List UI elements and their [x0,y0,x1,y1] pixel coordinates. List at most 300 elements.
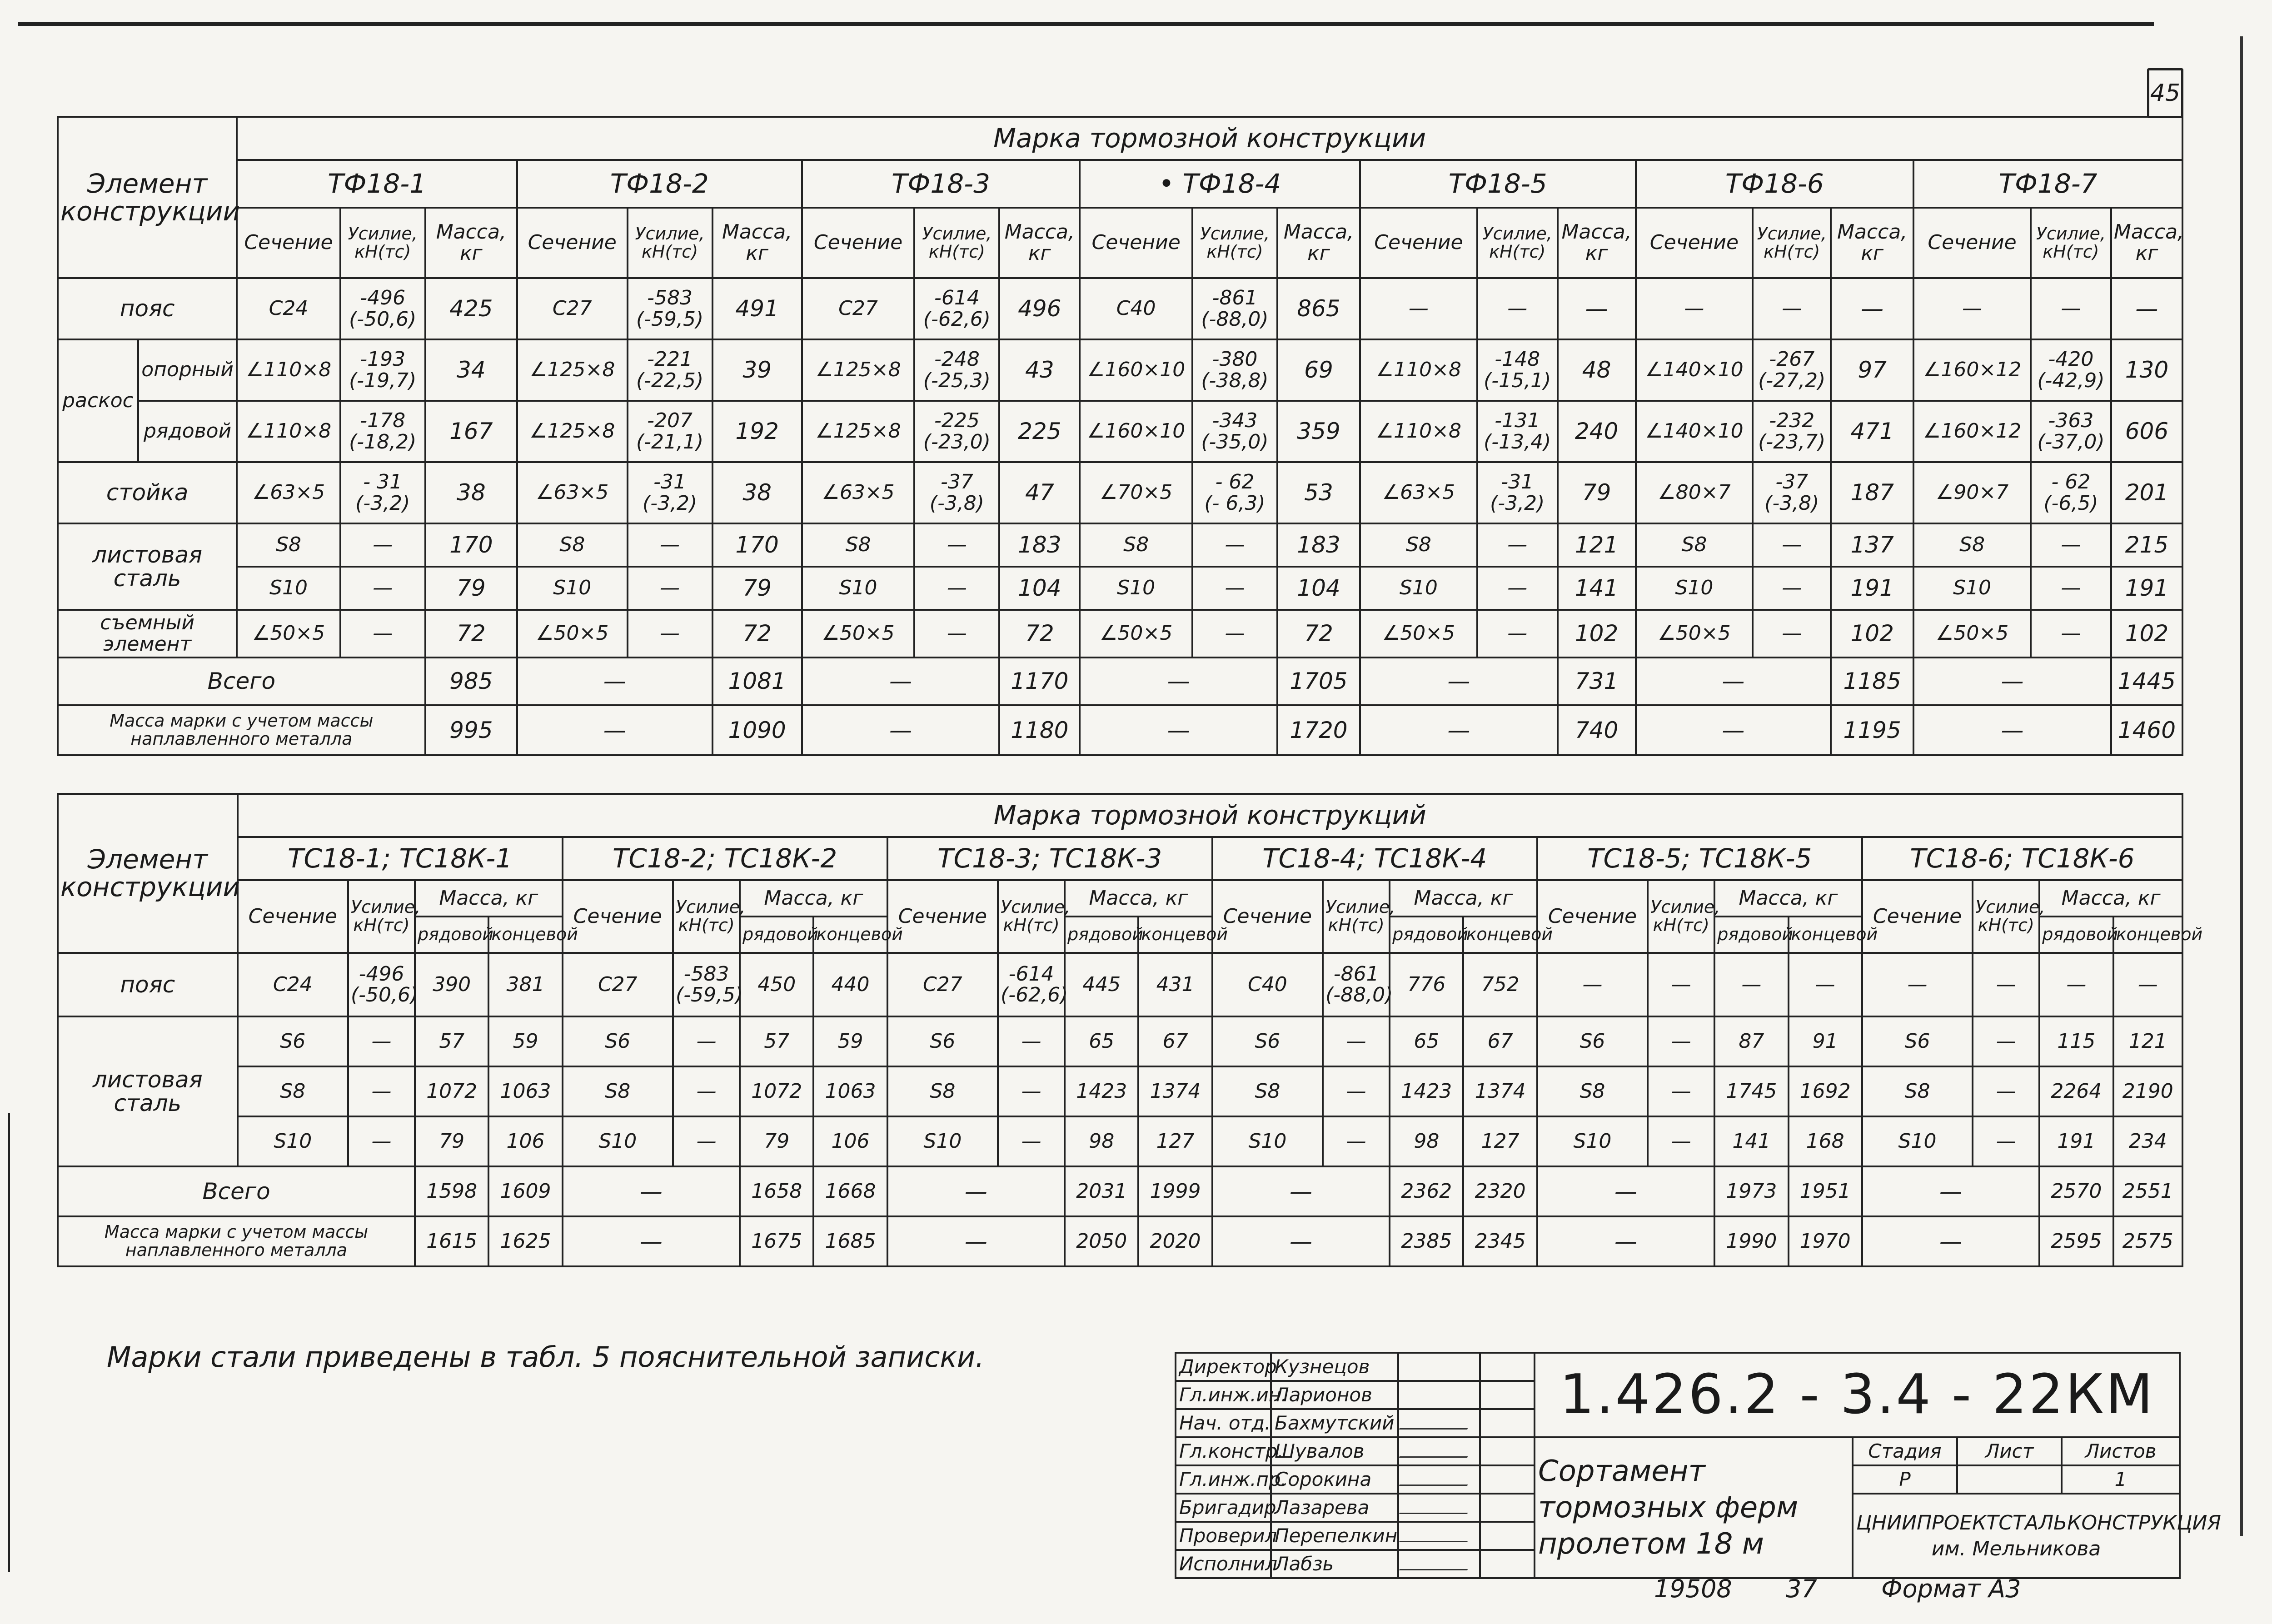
mass-total-1: 995 [425,705,517,755]
s10-force2-4 [1323,1116,1390,1166]
tb-name-1: Ларионов [1271,1381,1398,1409]
support-force-6 [1753,339,1831,401]
support-force-3-tc: (-25,3) [923,369,991,392]
mass-total-7: 1460 [2111,705,2182,755]
belt-end-mass-3: 431 [1138,953,1212,1016]
s10-section2-3: S10 [887,1116,998,1166]
total2-dash-3: — [887,1166,1065,1216]
sub2-mass-5: Масса, кг [1714,880,1862,917]
belt-mass-3: 496 [999,278,1080,339]
sub-mass-2: Масса, кг [712,208,802,278]
mark-tf18-2: ТФ18-2 [517,160,802,208]
removable-section-6: ∠50×5 [1636,610,1753,658]
element-header-2: Элемент конструкции [58,794,238,953]
s10-force2-1 [348,1116,415,1166]
row-force-7-tc: (-37,0) [2037,430,2105,453]
support-mass-2: 39 [712,339,802,401]
s6-end-mass-3: 67 [1138,1016,1212,1066]
support-force-5-kn: -148 [1495,348,1540,371]
row-force-4 [1192,401,1277,462]
row-mass-5: 240 [1558,401,1636,462]
tb-role-1: Гл.инж.ин. [1176,1381,1271,1409]
row-mass-4: 359 [1277,401,1360,462]
mass-total-3: 1180 [999,705,1080,755]
s6-row-mass-5: 87 [1714,1016,1788,1066]
sub2-mass-4: Масса, кг [1390,880,1537,917]
total-7: 1445 [2111,658,2182,705]
s8-force-3 [914,523,999,567]
s10-force-7 [2031,567,2111,610]
sub2-force-5: Усилие, кН(тс) [1648,880,1714,953]
mass2-end-3: 2020 [1138,1216,1212,1266]
removable-force-5-kn: — [1507,622,1528,645]
removable-force-3-kn: — [947,622,967,645]
removable-section-1: ∠50×5 [237,610,340,658]
removable-force-6-kn: — [1782,622,1802,645]
belt-force2-2 [673,953,743,1016]
post-force-1-tc: (-3,2) [355,491,410,515]
s8-force-6-kn: — [1782,533,1802,557]
support-section-3: ∠125×8 [802,339,915,401]
s10-force2-5 [1648,1116,1714,1166]
row-force-3 [914,401,999,462]
mark-tc18-1: ТС18-1; ТС18К-1 [238,837,563,880]
row-label-belt-2: пояс [58,953,238,1016]
s10-mass-6: 191 [1831,567,1913,610]
belt-section-5: — [1360,278,1477,339]
belt-force-3-tc: (-62,6) [923,307,991,331]
s10-end-mass-5: 168 [1789,1116,1862,1166]
s10-section-3: S10 [802,567,915,610]
belt-force2-6-kn: — [1996,972,2016,996]
belt-force-2-kn: -583 [647,286,693,310]
s10-section2-2: S10 [563,1116,673,1166]
s8-section-1: S8 [237,523,340,567]
title-block [1175,1352,2221,1579]
sub2-section-4: Сечение [1212,880,1323,953]
s8-force-3-kn: — [947,533,967,557]
support-mass-5: 48 [1558,339,1636,401]
post-force-6 [1753,462,1831,523]
mass-total-4: 1720 [1277,705,1360,755]
post-force-6-kn: -37 [1775,470,1809,494]
tb-sign-2 [1398,1409,1480,1437]
support-section-5: ∠110×8 [1360,339,1477,401]
post-force-5-tc: (-3,2) [1490,491,1545,515]
mass-dash-5: — [1360,705,1558,755]
mass-total-5: 740 [1558,705,1636,755]
row-force-6 [1753,401,1831,462]
s8-end-mass-4: 1374 [1463,1066,1537,1116]
s8-row-mass-1: 1072 [415,1066,488,1116]
removable-force-2 [628,610,712,658]
s10-section-1: S10 [237,567,340,610]
row-label-total: Всего [58,658,425,705]
row-label-support: опорный [138,339,237,401]
belt-section2-5: — [1537,953,1648,1016]
s6-end-mass-5: 91 [1789,1016,1862,1066]
belt-row-mass-4: 776 [1390,953,1463,1016]
total2-end-2: 1668 [813,1166,887,1216]
s8-force2-2-kn: — [696,1079,717,1103]
support-mass-6: 97 [1831,339,1913,401]
s10-end-mass-1: 106 [488,1116,562,1166]
removable-mass-3: 72 [999,610,1080,658]
sub2-row-mass-6: рядовой [2039,917,2113,953]
tb-name-2: Бахмутский [1271,1409,1398,1437]
inventory-stamp-strip [8,1113,24,1572]
row-label-removable: съемный элемент [58,610,237,658]
post-force-5-kn: -31 [1501,470,1534,494]
total2-row-6: 2570 [2039,1166,2113,1216]
post-section-7: ∠90×7 [1913,462,2031,523]
row-label-sheet: листовая сталь [58,523,237,610]
sub2-force-3: Усилие, кН(тс) [998,880,1065,953]
sub-force-1: Усилие, кН(тс) [340,208,425,278]
s10-force-1 [340,567,425,610]
removable-mass-2: 72 [712,610,802,658]
s10-section-4: S10 [1080,567,1192,610]
support-force-1-tc: (-19,7) [349,369,417,392]
post-force-2-kn: -31 [653,470,686,494]
belt-force2-6 [1973,953,2039,1016]
row-label-brace: раскос [58,339,138,462]
s8-end-mass-5: 1692 [1789,1066,1862,1116]
s8-force2-3 [998,1066,1065,1116]
sheet-top-edge [18,22,2154,26]
s6-row-mass-2: 57 [740,1016,813,1066]
tb-role-2: Нач. отд. [1176,1409,1271,1437]
mass-total-2: 1090 [712,705,802,755]
sub-mass-4: Масса, кг [1277,208,1360,278]
mass-dash-3: — [802,705,1000,755]
row-section-2: ∠125×8 [517,401,628,462]
s8-force-5-kn: — [1507,533,1528,557]
s10-section2-4: S10 [1212,1116,1323,1166]
sub2-end-mass-1: концевой [488,917,562,953]
belt-force-4 [1192,278,1277,339]
post-force-1-kn: - 31 [363,470,403,494]
row-label-post: стойка [58,462,237,523]
total2-end-4: 2320 [1463,1166,1537,1216]
s8-force2-5-kn: — [1671,1079,1691,1103]
s10-section-6: S10 [1636,567,1753,610]
belt-force-4-kn: -861 [1212,286,1258,310]
removable-section-4: ∠50×5 [1080,610,1192,658]
brake-truss-table [57,116,2183,756]
belt-force-1 [340,278,425,339]
s10-force-5-kn: — [1507,576,1528,600]
sub-section-1: Сечение [237,208,340,278]
s8-force-7-kn: — [2061,533,2081,557]
s8-mass-1: 170 [425,523,517,567]
total2-row-5: 1973 [1714,1166,1788,1216]
support-force-2-kn: -221 [647,348,693,371]
mass2-dash-6: — [1862,1216,2039,1266]
mass2-row-6: 2595 [2039,1216,2113,1266]
brake-sheet-table [57,793,2203,1267]
total2-dash-6: — [1862,1166,2039,1216]
row-force-5-tc: (-13,4) [1484,430,1551,453]
removable-force-1 [340,610,425,658]
tb-sign-4 [1398,1465,1480,1494]
sub2-row-mass-1: рядовой [415,917,488,953]
s8-force2-1 [348,1066,415,1116]
total-3: 1170 [999,658,1080,705]
s10-force2-2-kn: — [696,1129,717,1153]
mass2-dash-3: — [887,1216,1065,1266]
belt-section2-3: С27 [887,953,998,1016]
post-force-1 [340,462,425,523]
belt-force2-4-tc: (-88,0) [1325,983,1393,1006]
sub2-end-mass-4: концевой [1463,917,1537,953]
s8-row-mass-6: 2264 [2039,1066,2113,1116]
post-force-3-kn: -37 [940,470,973,494]
total-dash-4: — [1080,658,1277,705]
sub2-end-mass-2: концевой [813,917,887,953]
support-force-5-tc: (-15,1) [1484,369,1551,392]
support-section-6: ∠140×10 [1636,339,1753,401]
s10-section2-1: S10 [238,1116,348,1166]
tb-name-3: Шувалов [1271,1437,1398,1465]
post-force-4 [1192,462,1277,523]
belt-mass-5: — [1558,278,1636,339]
mark-tc18-3: ТС18-3; ТС18К-3 [887,837,1212,880]
sub2-row-mass-5: рядовой [1714,917,1788,953]
s10-force-5 [1477,567,1558,610]
sheet-value [1957,1465,2062,1494]
s10-section2-5: S10 [1537,1116,1648,1166]
total2-row-3: 2031 [1065,1166,1138,1216]
row-force-6-kn: -232 [1769,409,1815,433]
mark-tf18-4: • ТФ18-4 [1080,160,1360,208]
total-2: 1081 [712,658,802,705]
post-mass-3: 47 [999,462,1080,523]
row-force-3-tc: (-23,0) [923,430,991,453]
belt-section-4: С40 [1080,278,1192,339]
s8-section2-1: S8 [238,1066,348,1116]
s10-end-mass-3: 127 [1138,1116,1212,1166]
s8-force-1-kn: — [373,533,393,557]
total-1: 985 [425,658,517,705]
sub2-section-1: Сечение [238,880,348,953]
mass2-end-5: 1970 [1789,1216,1862,1266]
sub-mass-5: Масса, кг [1558,208,1636,278]
s8-section-2: S8 [517,523,628,567]
s8-section2-6: S8 [1862,1066,1973,1116]
row-force-7 [2031,401,2111,462]
total-4: 1705 [1277,658,1360,705]
belt-force2-1 [348,953,419,1016]
tb-name-6: Перепелкин [1271,1522,1398,1550]
tb-role-3: Гл.констр. [1176,1437,1271,1465]
total2-end-1: 1609 [488,1166,562,1216]
footer-number: 19508 [1654,1574,1732,1603]
removable-section-7: ∠50×5 [1913,610,2031,658]
belt-force-1-tc: (-50,6) [349,307,417,331]
sub2-section-3: Сечение [887,880,998,953]
belt-force2-1-kn: -496 [359,962,404,986]
support-force-7-tc: (-42,9) [2037,369,2105,392]
sub-force-5: Усилие, кН(тс) [1477,208,1558,278]
s10-force-2-kn: — [660,576,680,600]
belt-row-mass-3: 445 [1065,953,1138,1016]
post-mass-1: 38 [425,462,517,523]
s8-section-5: S8 [1360,523,1477,567]
belt-force2-3-kn: -614 [1008,962,1054,986]
s10-force-1-kn: — [373,576,393,600]
s8-force2-3-kn: — [1021,1079,1041,1103]
support-section-7: ∠160×12 [1913,339,2031,401]
total-dash-6: — [1636,658,1831,705]
total2-end-6: 2551 [2113,1166,2182,1216]
belt-force-1-kn: -496 [360,286,406,310]
s8-force-7 [2031,523,2111,567]
belt-section-7: — [1913,278,2031,339]
support-force-3-kn: -248 [934,348,980,371]
s6-end-mass-4: 67 [1463,1016,1537,1066]
belt-force-3 [914,278,999,339]
row-mass-1: 167 [425,401,517,462]
mass2-row-2: 1675 [740,1216,813,1266]
s6-force2-4 [1323,1016,1390,1066]
tb-role-4: Гл.инж.пр. [1176,1465,1271,1494]
tb-sign-6 [1398,1522,1480,1550]
s8-row-mass-5: 1745 [1714,1066,1788,1116]
mark-tf18-6: ТФ18-6 [1636,160,1914,208]
s10-force-2 [628,567,712,610]
s10-force2-2 [673,1116,740,1166]
s8-force2-5 [1648,1066,1714,1116]
row-label-row: рядовой [138,401,237,462]
total-6: 1185 [1831,658,1913,705]
belt-force2-4 [1323,953,1393,1016]
belt-force2-2-kn: -583 [683,962,729,986]
row-force-1-tc: (-18,2) [349,430,417,453]
sub2-end-mass-5: концевой [1789,917,1862,953]
sub2-end-mass-3: концевой [1138,917,1212,953]
mass2-end-6: 2575 [2113,1216,2182,1266]
s10-force2-3-kn: — [1021,1129,1041,1153]
steel-grades-note: Марки стали приведены в табл. 5 пояснительной записки. [107,1340,984,1374]
support-force-1-kn: -193 [360,348,406,371]
s6-row-mass-3: 65 [1065,1016,1138,1066]
belt-force2-1-tc: (-50,6) [350,983,419,1006]
support-force-7 [2031,339,2111,401]
s8-force-6 [1753,523,1831,567]
sub-mass-1: Масса, кг [425,208,517,278]
sub-force-3: Усилие, кН(тс) [914,208,999,278]
s8-end-mass-3: 1374 [1138,1066,1212,1116]
s10-force-4-kn: — [1225,576,1245,600]
s10-row-mass-6: 191 [2039,1116,2113,1166]
support-force-4-tc: (-38,8) [1201,369,1269,392]
mass2-end-1: 1625 [488,1216,562,1266]
s6-force2-2-kn: — [696,1029,717,1053]
belt-force-2 [628,278,712,339]
support-mass-7: 130 [2111,339,2182,401]
row-section-6: ∠140×10 [1636,401,1753,462]
support-section-2: ∠125×8 [517,339,628,401]
s8-section-6: S8 [1636,523,1753,567]
stage-value: Р [1853,1465,1957,1494]
mass-dash-4: — [1080,705,1277,755]
s6-force2-2 [673,1016,740,1066]
mass2-row-3: 2050 [1065,1216,1138,1266]
s10-force2-3 [998,1116,1065,1166]
support-force-4-kn: -380 [1212,348,1258,371]
row-force-1-kn: -178 [360,409,406,433]
row-section-5: ∠110×8 [1360,401,1477,462]
sub-section-2: Сечение [517,208,628,278]
belt-force2-3-tc: (-62,6) [1001,983,1068,1006]
s10-row-mass-1: 79 [415,1116,488,1166]
s6-force2-5 [1648,1016,1714,1066]
sub2-force-6: Усилие, кН(тс) [1973,880,2039,953]
s8-force-1 [340,523,425,567]
removable-force-7 [2031,610,2111,658]
s8-force-2-kn: — [660,533,680,557]
row-section-7: ∠160×12 [1913,401,2031,462]
s10-row-mass-5: 141 [1714,1116,1788,1166]
sub-mass-7: Масса, кг [2111,208,2182,278]
sub-mass-3: Масса, кг [999,208,1080,278]
s6-force2-6 [1973,1016,2039,1066]
row-label-belt: пояс [58,278,237,339]
total2-row-1: 1598 [415,1166,488,1216]
s8-mass-7: 215 [2111,523,2182,567]
belt-section-1: С24 [237,278,340,339]
tb-role-5: Бригадир [1176,1494,1271,1522]
belt-force-2-tc: (-59,5) [636,307,704,331]
mark-tf18-1: ТФ18-1 [237,160,517,208]
post-force-7-kn: - 62 [2051,470,2091,494]
s10-row-mass-2: 79 [740,1116,813,1166]
page-number: 45 [2147,68,2183,118]
s8-section2-3: S8 [887,1066,998,1116]
belt-force2-4-kn: -861 [1333,962,1379,986]
total2-dash-4: — [1212,1166,1390,1216]
mark-tc18-5: ТС18-5; ТС18К-5 [1537,837,1862,880]
post-mass-4: 53 [1277,462,1360,523]
s8-section-4: S8 [1080,523,1192,567]
sub-section-4: Сечение [1080,208,1192,278]
table-title-2: Марка тормозной конструкций [238,794,2182,837]
total-dash-3: — [802,658,1000,705]
s10-force-4 [1192,567,1277,610]
s6-end-mass-2: 59 [813,1016,887,1066]
mass2-row-4: 2385 [1390,1216,1463,1266]
s6-row-mass-4: 65 [1390,1016,1463,1066]
s10-end-mass-6: 234 [2113,1116,2182,1166]
belt-section2-4: С40 [1212,953,1323,1016]
post-force-2-tc: (-3,2) [642,491,698,515]
sub-section-7: Сечение [1913,208,2031,278]
belt-mass-6: — [1831,278,1913,339]
support-force-3 [914,339,999,401]
s6-force2-1 [348,1016,415,1066]
s6-end-mass-1: 59 [488,1016,562,1066]
s10-force2-4-kn: — [1346,1129,1366,1153]
sub2-force-2: Усилие, кН(тс) [673,880,740,953]
row-force-3-kn: -225 [934,409,980,433]
s10-section-2: S10 [517,567,628,610]
mark-tc18-6: ТС18-6; ТС18К-6 [1862,837,2182,880]
sheet-right-edge [2240,36,2243,1536]
belt-force-5 [1477,278,1558,339]
mass-dash-7: — [1913,705,2111,755]
removable-mass-7: 102 [2111,610,2182,658]
